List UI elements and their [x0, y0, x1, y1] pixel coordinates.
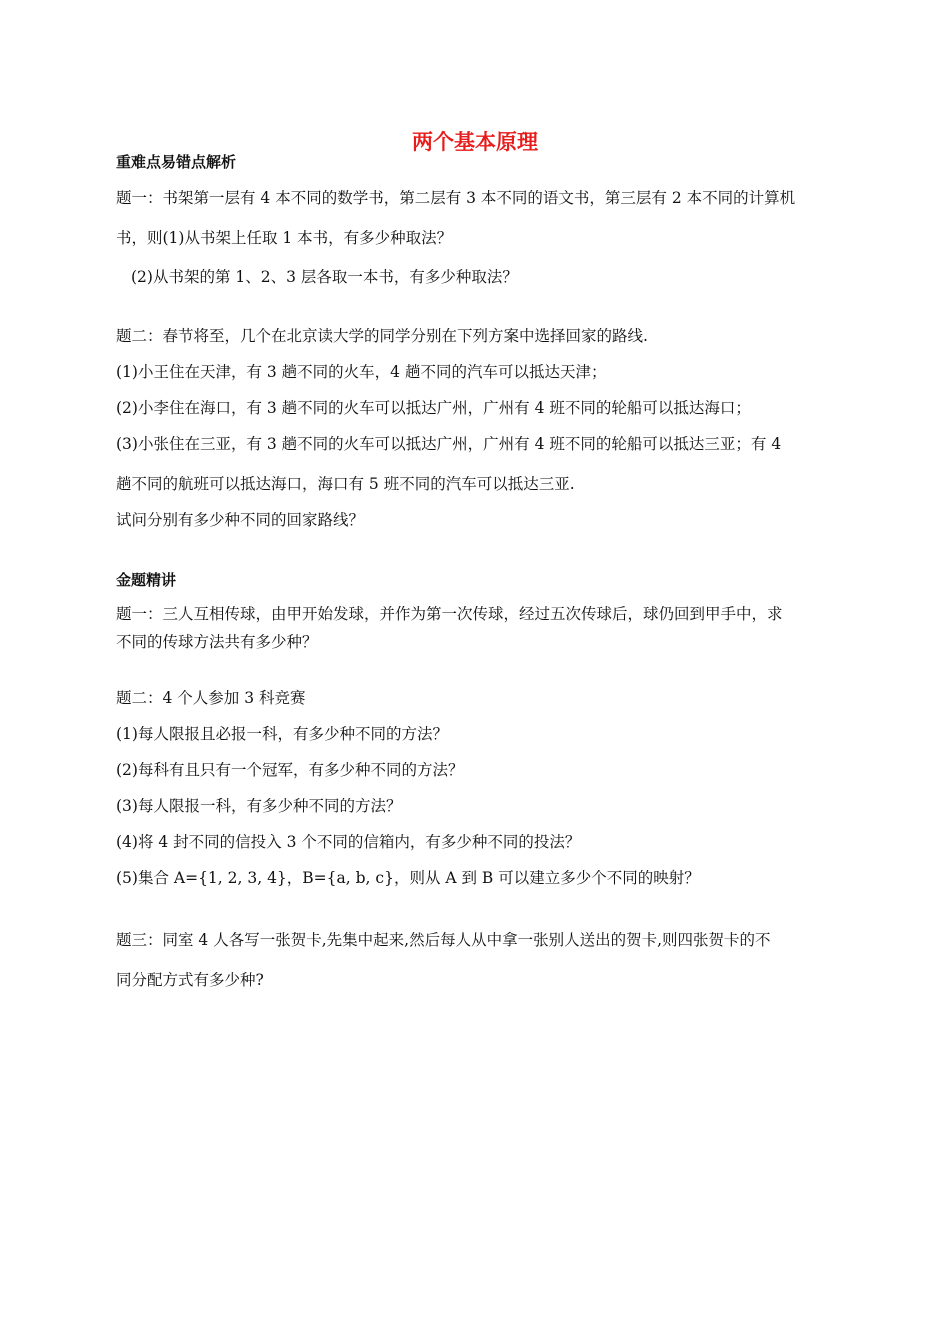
problem2-line3: (2)小李住在海口，有 3 趟不同的火车可以抵达广州，广州有 4 班不同的轮船可以抵达海口；	[116, 399, 751, 417]
section-heading-golden: 金题精讲	[116, 571, 177, 589]
gold-problem2-line2: (1)每人限报且必报一科，有多少种不同的方法？	[116, 725, 448, 743]
problem2-line6: 试问分别有多少种不同的回家路线？	[116, 511, 365, 529]
problem1-line1: 题一：书架第一层有 4 本不同的数学书，第二层有 3 本不同的语文书，第三层有 2 本不同的计算机	[116, 189, 796, 207]
problem2-line2: (1)小王住在天津，有 3 趟不同的火车，4 趟不同的汽车可以抵达天津；	[116, 363, 607, 381]
problem2-line1: 题二：春节将至，几个在北京读大学的同学分别在下列方案中选择回家的路线.	[116, 327, 648, 345]
problem2-line4: (3)小张住在三亚，有 3 趟不同的火车可以抵达广州，广州有 4 班不同的轮船可以抵达三亚；有 4	[116, 435, 782, 453]
page-title: 两个基本原理	[412, 130, 538, 154]
gold-problem3-line1: 题三：同室 4 人各写一张贺卡,先集中起来,然后每人从中拿一张别人送出的贺卡,则四张贺卡的不	[116, 931, 771, 949]
gold-problem2-line3: (2)每科有且只有一个冠军，有多少种不同的方法？	[116, 761, 464, 779]
gold-problem1-line1: 题一：三人互相传球，由甲开始发球，并作为第一次传球，经过五次传球后，球仍回到甲手中，求	[116, 605, 783, 623]
problem2-line5: 趟不同的航班可以抵达海口，海口有 5 班不同的汽车可以抵达三亚.	[116, 475, 575, 493]
section-heading-analysis: 重难点易错点解析	[116, 153, 237, 171]
gold-problem2-line4: (3)每人限报一科，有多少种不同的方法？	[116, 797, 402, 815]
problem1-line3: (2)从书架的第 1、2、3 层各取一本书，有多少种取法？	[131, 268, 518, 286]
gold-problem1-line2: 不同的传球方法共有多少种？	[116, 633, 318, 651]
gold-problem2-line1: 题二：4 个人参加 3 科竞赛	[116, 689, 306, 707]
problem1-line2: 书，则(1)从书架上任取 1 本书，有多少种取法？	[116, 229, 453, 247]
gold-problem2-line6: (5)集合 A={1, 2, 3, 4}，B={a, b, c}，则从 A 到 B 可以建立多少个不同的映射？	[116, 869, 700, 887]
gold-problem3-line2: 同分配方式有多少种?	[116, 971, 264, 989]
gold-problem2-line5: (4)将 4 封不同的信投入 3 个不同的信箱内，有多少种不同的投法？	[116, 833, 581, 851]
